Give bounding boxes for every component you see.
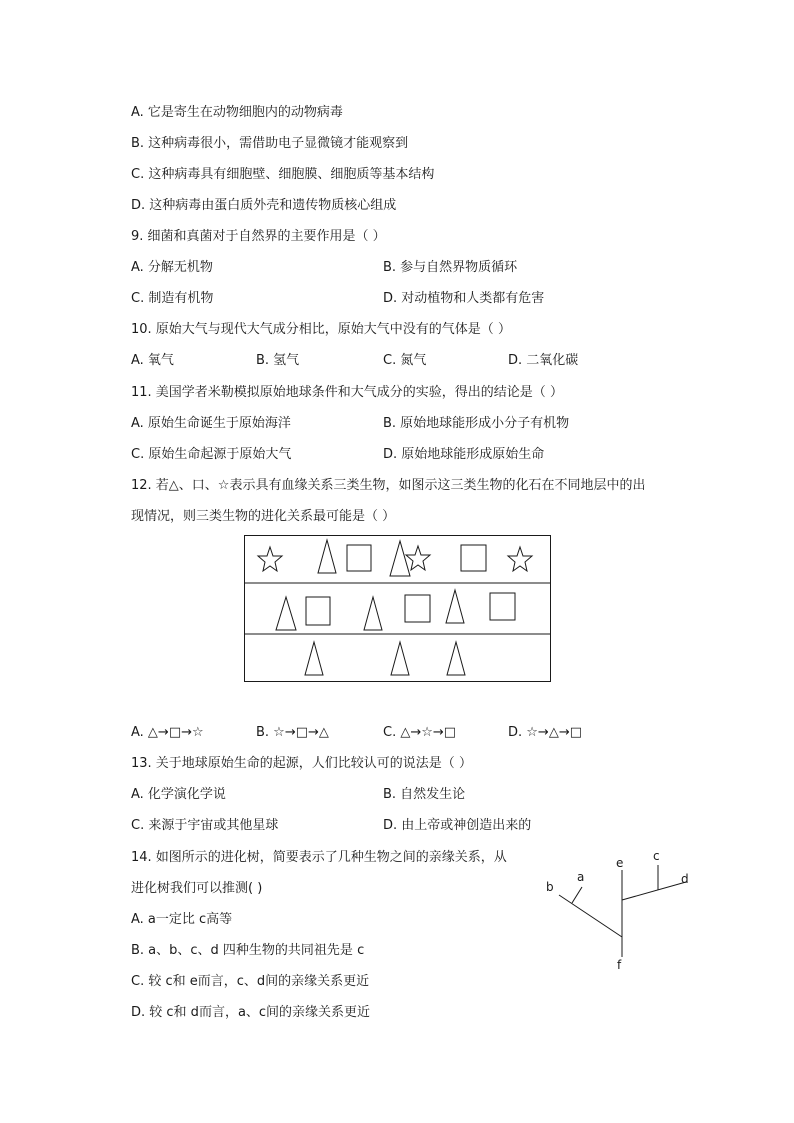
q14-option-a: A. a一定比 c高等 — [131, 912, 233, 927]
q10-stem: 10. 原始大气与现代大气成分相比，原始大气中没有的气体是（ ） — [131, 322, 511, 337]
square-icon — [347, 545, 371, 571]
q11-option-d: D. 原始地球能形成原始生命 — [383, 447, 545, 462]
q10-option-a: A. 氧气 — [131, 353, 174, 368]
tree-branch-cd — [622, 882, 686, 900]
tree-branch-a — [572, 887, 582, 903]
star-icon — [258, 547, 282, 571]
q9-option-c: C. 制造有机物 — [131, 291, 214, 306]
tree-label-a: a — [577, 870, 585, 884]
square-icon — [405, 595, 430, 622]
q13-stem: 13. 关于地球原始生命的起源，人们比较认可的说法是（ ） — [131, 756, 472, 771]
triangle-icon — [446, 590, 464, 623]
triangle-icon — [391, 642, 409, 675]
q12-option-d: D. ☆→△→□ — [508, 725, 582, 740]
tree-label-b: b — [546, 880, 554, 894]
star-icon — [508, 547, 532, 571]
q11-stem: 11. 美国学者米勒模拟原始地球条件和大气成分的实验，得出的结论是（ ） — [131, 385, 563, 400]
q11-option-a: A. 原始生命诞生于原始海洋 — [131, 416, 291, 431]
triangle-icon — [447, 642, 465, 675]
q14-stem-line1: 14. 如图所示的进化树，简要表示了几种生物之间的亲缘关系，从 — [131, 850, 507, 865]
triangle-icon — [390, 541, 410, 576]
q10-option-d: D. 二氧化碳 — [508, 353, 579, 368]
q10-option-b: B. 氢气 — [256, 353, 300, 368]
q9-option-a: A. 分解无机物 — [131, 260, 213, 275]
q14-option-d: D. 较 c和 d而言，a、c间的亲缘关系更近 — [131, 1005, 371, 1020]
q11-option-c: C. 原始生命起源于原始大气 — [131, 447, 292, 462]
triangle-icon — [318, 540, 336, 573]
tree-label-f: f — [617, 958, 622, 972]
triangle-icon — [305, 642, 323, 675]
q13-option-a: A. 化学演化学说 — [131, 787, 226, 802]
q13-option-d: D. 由上帝或神创造出来的 — [383, 818, 532, 833]
fossil-strata-diagram — [244, 535, 552, 683]
q12-stem-line1: 12. 若△、口、☆表示具有血缘关系三类生物，如图示这三类生物的化石在不同地层中的出 — [131, 478, 646, 493]
tree-label-c: c — [653, 849, 660, 863]
triangle-icon — [364, 597, 382, 630]
q8-option-c: C. 这种病毒具有细胞壁、细胞膜、细胞质等基本结构 — [131, 167, 435, 182]
strata-frame — [245, 536, 551, 682]
square-icon — [461, 545, 486, 571]
q12-stem-line2: 现情况，则三类生物的进化关系最可能是（ ） — [131, 509, 396, 524]
q12-option-b: B. ☆→□→△ — [256, 725, 329, 740]
tree-label-e: e — [616, 856, 624, 870]
square-icon — [306, 597, 330, 625]
q9-option-d: D. 对动植物和人类都有危害 — [383, 291, 545, 306]
star-icon — [406, 546, 430, 570]
q10-option-c: C. 氮气 — [383, 353, 427, 368]
evolution-tree-diagram — [540, 845, 700, 975]
q8-option-d: D. 这种病毒由蛋白质外壳和遗传物质核心组成 — [131, 198, 397, 213]
q14-option-b: B. a、b、c、d 四种生物的共同祖先是 c — [131, 943, 365, 958]
q9-option-b: B. 参与自然界物质循环 — [383, 260, 518, 275]
q12-option-c: C. △→☆→□ — [383, 725, 457, 740]
q12-option-a: A. △→□→☆ — [131, 725, 204, 740]
q11-option-b: B. 原始地球能形成小分子有机物 — [383, 416, 570, 431]
tree-label-d: d — [681, 872, 689, 886]
square-icon — [490, 593, 515, 620]
q8-option-b: B. 这种病毒很小，需借助电子显微镜才能观察到 — [131, 136, 409, 151]
q13-option-b: B. 自然发生论 — [383, 787, 466, 802]
q14-stem-line2: 进化树我们可以推测( ) — [131, 881, 263, 896]
triangle-icon — [276, 597, 296, 630]
q13-option-c: C. 来源于宇宙或其他星球 — [131, 818, 279, 833]
tree-branch-ab — [559, 895, 622, 937]
q14-option-c: C. 较 c和 e而言，c、d间的亲缘关系更近 — [131, 974, 370, 989]
q8-option-a: A. 它是寄生在动物细胞内的动物病毒 — [131, 105, 343, 120]
q9-stem: 9. 细菌和真菌对于自然界的主要作用是（ ） — [131, 229, 386, 244]
